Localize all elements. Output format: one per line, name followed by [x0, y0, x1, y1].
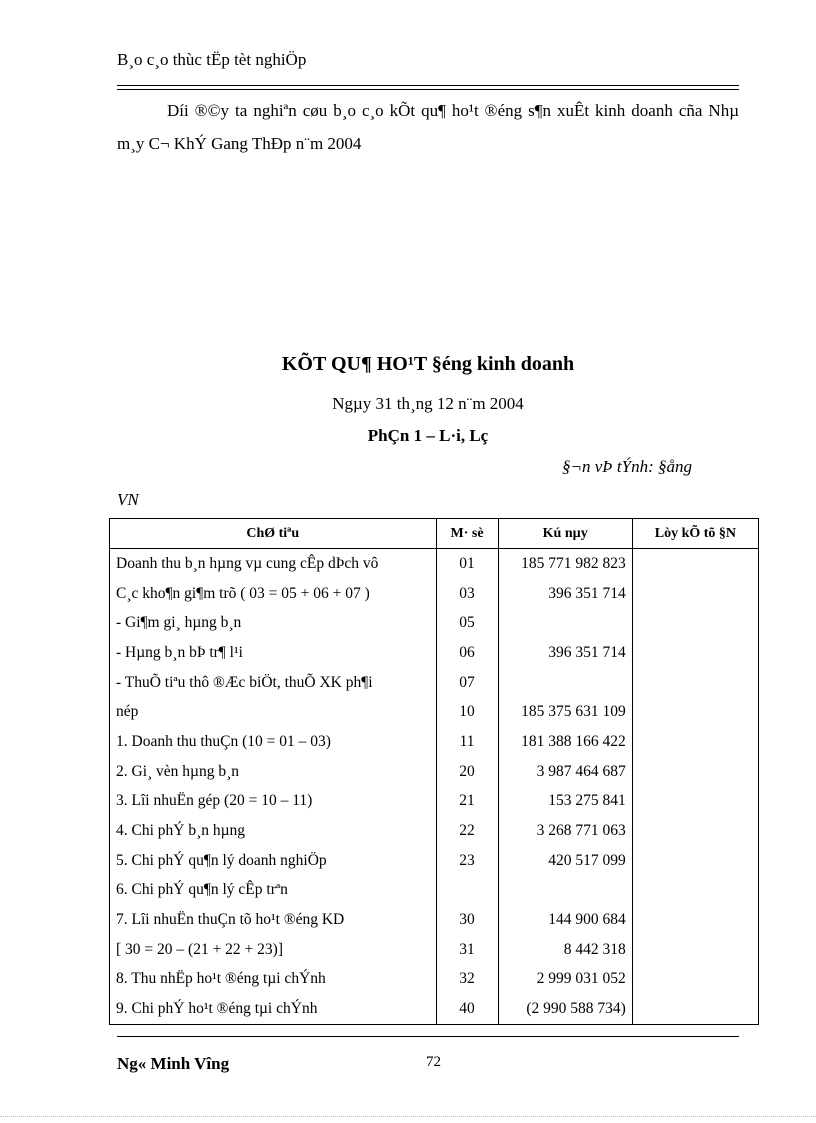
row-code: 40	[436, 994, 498, 1024]
table-row	[110, 668, 759, 698]
table-header-row	[110, 519, 759, 549]
row-label: 9. Chi phÝ ho¹t ®éng tµi chÝnh	[110, 994, 437, 1024]
table-row	[110, 787, 759, 817]
table-row	[110, 727, 759, 757]
row-code: 07	[436, 668, 498, 698]
row-cumulative	[632, 994, 758, 1024]
table-row	[110, 905, 759, 935]
currency-unit-cont: VN	[117, 490, 139, 509]
row-amount: 2 999 031 052	[498, 965, 632, 995]
row-amount: 8 442 318	[498, 935, 632, 965]
row-cumulative	[632, 638, 758, 668]
table-row	[110, 935, 759, 965]
row-cumulative	[632, 549, 758, 579]
footer-author: Ng« Minh Vîng	[117, 1054, 230, 1073]
row-amount	[498, 876, 632, 906]
row-label: 3. Lîi nhuËn gép (20 = 10 – 11)	[110, 787, 437, 817]
row-cumulative	[632, 579, 758, 609]
row-cumulative	[632, 668, 758, 698]
row-code: 31	[436, 935, 498, 965]
intro-paragraph: Díi ®©y ta nghiªn cøu b¸o c¸o kÕt qu¶ ho¹t ®éng s¶n xuÊt kinh doanh cña Nhµ m¸y C¬ KhÝ Gang ThÐp n¨m 2004	[117, 101, 739, 153]
row-code: 06	[436, 638, 498, 668]
row-code: 01	[436, 549, 498, 579]
row-label: 1. Doanh thu thuÇn (10 = 01 – 03)	[110, 727, 437, 757]
header-period: Kú nµy	[498, 519, 632, 549]
table-row	[110, 608, 759, 638]
row-code: 23	[436, 846, 498, 876]
row-label: nép	[110, 697, 437, 727]
row-code	[436, 876, 498, 906]
row-label: [ 30 = 20 – (21 + 22 + 23)]	[110, 935, 437, 965]
table-row	[110, 697, 759, 727]
table-row	[110, 876, 759, 906]
table-row	[110, 579, 759, 609]
row-cumulative	[632, 727, 758, 757]
row-cumulative	[632, 965, 758, 995]
header-title: B¸o c¸o thùc tËp tèt nghiÖp	[117, 50, 307, 69]
row-cumulative	[632, 876, 758, 906]
row-cumulative	[632, 905, 758, 935]
page-edge	[0, 1116, 816, 1117]
row-label: 2. Gi¸ vèn hµng b¸n	[110, 757, 437, 787]
row-code: 11	[436, 727, 498, 757]
row-cumulative	[632, 787, 758, 817]
row-label: C¸c kho¶n gi¶m trõ ( 03 = 05 + 06 + 07 )	[110, 579, 437, 609]
row-label: 7. Lîi nhuËn thuÇn tõ ho¹t ®éng KD	[110, 905, 437, 935]
row-amount: 3 987 464 687	[498, 757, 632, 787]
row-cumulative	[632, 935, 758, 965]
row-amount: 144 900 684	[498, 905, 632, 935]
header-cumulative: Lòy kÕ tõ §N	[632, 519, 758, 549]
row-amount: 396 351 714	[498, 638, 632, 668]
table-row	[110, 549, 759, 579]
table-row	[110, 816, 759, 846]
table-row	[110, 638, 759, 668]
row-code: 03	[436, 579, 498, 609]
row-code: 10	[436, 697, 498, 727]
row-code: 20	[436, 757, 498, 787]
row-label: Doanh thu b¸n hµng vµ cung cÊp dÞch vô	[110, 549, 437, 579]
row-amount: 420 517 099	[498, 846, 632, 876]
row-amount: 153 275 841	[498, 787, 632, 817]
row-cumulative	[632, 816, 758, 846]
row-code: 32	[436, 965, 498, 995]
row-amount: 3 268 771 063	[498, 816, 632, 846]
row-cumulative	[632, 846, 758, 876]
header-rule-bottom	[117, 89, 739, 90]
table-row	[110, 994, 759, 1024]
row-code: 30	[436, 905, 498, 935]
row-code: 05	[436, 608, 498, 638]
row-amount: 181 388 166 422	[498, 727, 632, 757]
row-amount: (2 990 588 734)	[498, 994, 632, 1024]
header-indicator: ChØ tiªu	[110, 519, 437, 549]
row-cumulative	[632, 757, 758, 787]
report-title: KÕT QU¶ HO¹T §éng kinh doanh	[281, 353, 575, 375]
row-amount: 185 375 631 109	[498, 697, 632, 727]
row-code: 21	[436, 787, 498, 817]
header-code: M· sè	[436, 519, 498, 549]
table-row	[110, 757, 759, 787]
report-date: Ngµy 31 th¸ng 12 n¨m 2004	[332, 394, 524, 413]
footer-rule	[117, 1036, 739, 1037]
table-row	[110, 846, 759, 876]
row-cumulative	[632, 697, 758, 727]
row-amount: 396 351 714	[498, 579, 632, 609]
row-code: 22	[436, 816, 498, 846]
row-label: - Hµng b¸n bÞ tr¶ l¹i	[110, 638, 437, 668]
row-label: - ThuÕ tiªu thô ®Æc biÖt, thuÕ XK ph¶i	[110, 668, 437, 698]
row-amount	[498, 668, 632, 698]
table-row	[110, 965, 759, 995]
row-amount	[498, 608, 632, 638]
row-label: 4. Chi phÝ b¸n hµng	[110, 816, 437, 846]
row-label: 8. Thu nhËp ho¹t ®éng tµi chÝnh	[110, 965, 437, 995]
row-label: 6. Chi phÝ qu¶n lý cÊp trªn	[110, 876, 437, 906]
page-number: 72	[426, 1054, 441, 1070]
income-statement-table	[109, 518, 759, 1025]
row-label: - Gi¶m gi¸ hµng b¸n	[110, 608, 437, 638]
currency-unit: §¬n vÞ tÝnh: §ång	[562, 457, 692, 476]
row-label: 5. Chi phÝ qu¶n lý doanh nghiÖp	[110, 846, 437, 876]
row-cumulative	[632, 608, 758, 638]
header-rule-top	[117, 85, 739, 86]
row-amount: 185 771 982 823	[498, 549, 632, 579]
report-part: PhÇn 1 – L·i, Lç	[367, 426, 489, 445]
